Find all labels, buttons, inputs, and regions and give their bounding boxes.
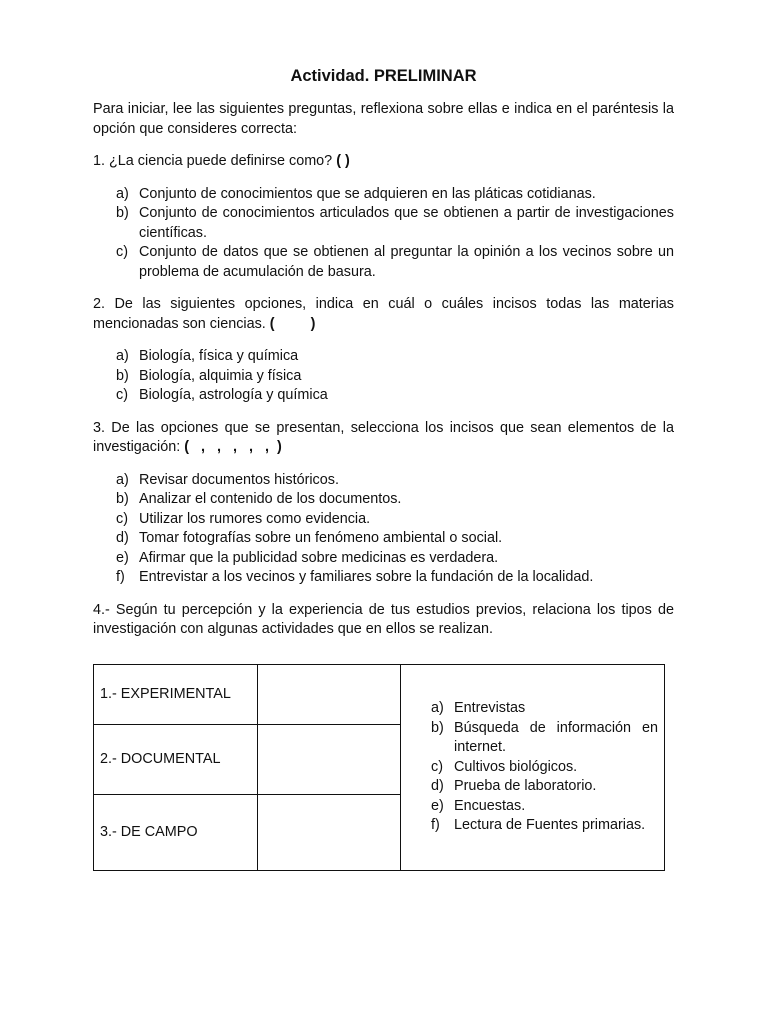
option-letter: d) — [431, 778, 444, 795]
list-item — [401, 699, 658, 719]
activities-cell — [401, 665, 665, 871]
question-2-text: 2. De las siguientes opciones, indica en cuál o cuáles incisos todas las materias mencionadas son ciencias. — [93, 296, 674, 332]
option-letter: b) — [431, 719, 444, 736]
table-cell-type-documental: 2.- DOCUMENTAL — [94, 725, 258, 795]
list-item — [93, 204, 674, 243]
table-cell-type-de-campo: 3.- DE CAMPO — [94, 795, 258, 871]
option-letter: c) — [116, 387, 128, 403]
relation-table — [93, 664, 665, 871]
activities-list — [401, 699, 658, 836]
option-text: Revisar documentos históricos. — [139, 471, 339, 488]
question-3 — [93, 419, 674, 458]
list-item — [401, 777, 658, 797]
option-letter: c) — [116, 510, 128, 527]
answer-cell-experimental[interactable] — [258, 665, 401, 725]
list-item — [93, 529, 674, 549]
list-item — [93, 510, 674, 530]
answer-cell-de-campo[interactable] — [258, 795, 401, 871]
table-cell-type-experimental: 1.- EXPERIMENTAL — [94, 665, 258, 725]
option-letter: b) — [116, 205, 129, 221]
option-text: Prueba de laboratorio. — [454, 778, 597, 795]
question-1-answer-blank: ( ) — [336, 153, 350, 169]
option-text: Búsqueda de información en internet. — [454, 719, 658, 756]
option-text: Lectura de Fuentes primarias. — [454, 817, 646, 834]
option-text: Analizar el contenido de los documentos. — [139, 491, 402, 507]
list-item — [93, 549, 674, 569]
question-1-options — [93, 185, 674, 283]
answer-cell-documental[interactable] — [258, 725, 401, 795]
question-2-answer-blank: ( ) — [269, 315, 316, 332]
question-3-answer-blank: ( , , , , , ) — [184, 439, 282, 455]
option-letter: d) — [116, 530, 129, 546]
list-item — [93, 568, 674, 588]
question-1-text: 1. ¿La ciencia puede definirse como? — [93, 153, 333, 169]
list-item — [93, 367, 674, 387]
option-letter: a) — [116, 185, 129, 202]
option-text: Entrevistas — [454, 700, 526, 717]
list-item — [93, 347, 674, 367]
document-content — [93, 66, 674, 640]
option-letter: a) — [431, 700, 444, 717]
option-letter: f) — [431, 817, 440, 834]
option-text: Afirmar que la publicidad sobre medicinas es verdadera. — [139, 549, 499, 566]
option-text: Conjunto de conocimientos articulados que se obtienen a partir de investigaciones científicas. — [139, 205, 674, 241]
option-text: Entrevistar a los vecinos y familiares sobre la fundación de la localidad. — [139, 569, 594, 585]
option-letter: b) — [116, 491, 129, 507]
list-item — [401, 758, 658, 778]
option-text: Conjunto de datos que se obtienen al preguntar la opinión a los vecinos sobre un problema de acumulación de basura. — [139, 244, 674, 280]
option-letter: c) — [431, 758, 443, 775]
list-item — [93, 185, 674, 205]
question-4: 4.- Según tu percepción y la experiencia de tus estudios previos, relaciona los tipos de investigación con algunas actividades que en ellos se realizan. — [93, 601, 674, 637]
option-text: Biología, alquimia y física — [139, 367, 302, 384]
option-text: Encuestas. — [454, 797, 526, 814]
option-text: Cultivos biológicos. — [454, 758, 578, 775]
option-letter: a) — [116, 471, 129, 488]
question-3-text: 3. De las opciones que se presentan, selecciona los incisos que sean elementos de la investigación: — [93, 419, 674, 455]
question-2 — [93, 295, 674, 334]
page-title: Actividad. PRELIMINAR — [290, 67, 477, 85]
intro-paragraph: Para iniciar, lee las siguientes preguntas, reflexiona sobre ellas e indica en el paréntesis la opción que consideres correcta: — [93, 101, 674, 137]
list-item — [401, 816, 658, 836]
option-text: Biología, física y química — [139, 348, 299, 364]
option-text: Tomar fotografías sobre un fenómeno ambiental o social. — [139, 530, 503, 546]
option-letter: b) — [116, 367, 129, 384]
list-item — [93, 490, 674, 510]
question-2-options — [93, 347, 674, 406]
question-3-options — [93, 471, 674, 588]
option-letter: f) — [116, 569, 125, 585]
question-1 — [93, 152, 674, 172]
option-letter: e) — [116, 549, 129, 566]
list-item — [93, 386, 674, 406]
option-text: Biología, astrología y química — [139, 387, 328, 403]
list-item — [401, 719, 658, 758]
option-text: Conjunto de conocimientos que se adquieren en las pláticas cotidianas. — [139, 185, 596, 202]
option-letter: e) — [431, 797, 444, 814]
option-letter: c) — [116, 244, 128, 260]
list-item — [93, 243, 674, 282]
list-item — [93, 471, 674, 491]
list-item — [401, 797, 658, 817]
option-text: Utilizar los rumores como evidencia. — [139, 510, 371, 527]
option-letter: a) — [116, 348, 129, 364]
